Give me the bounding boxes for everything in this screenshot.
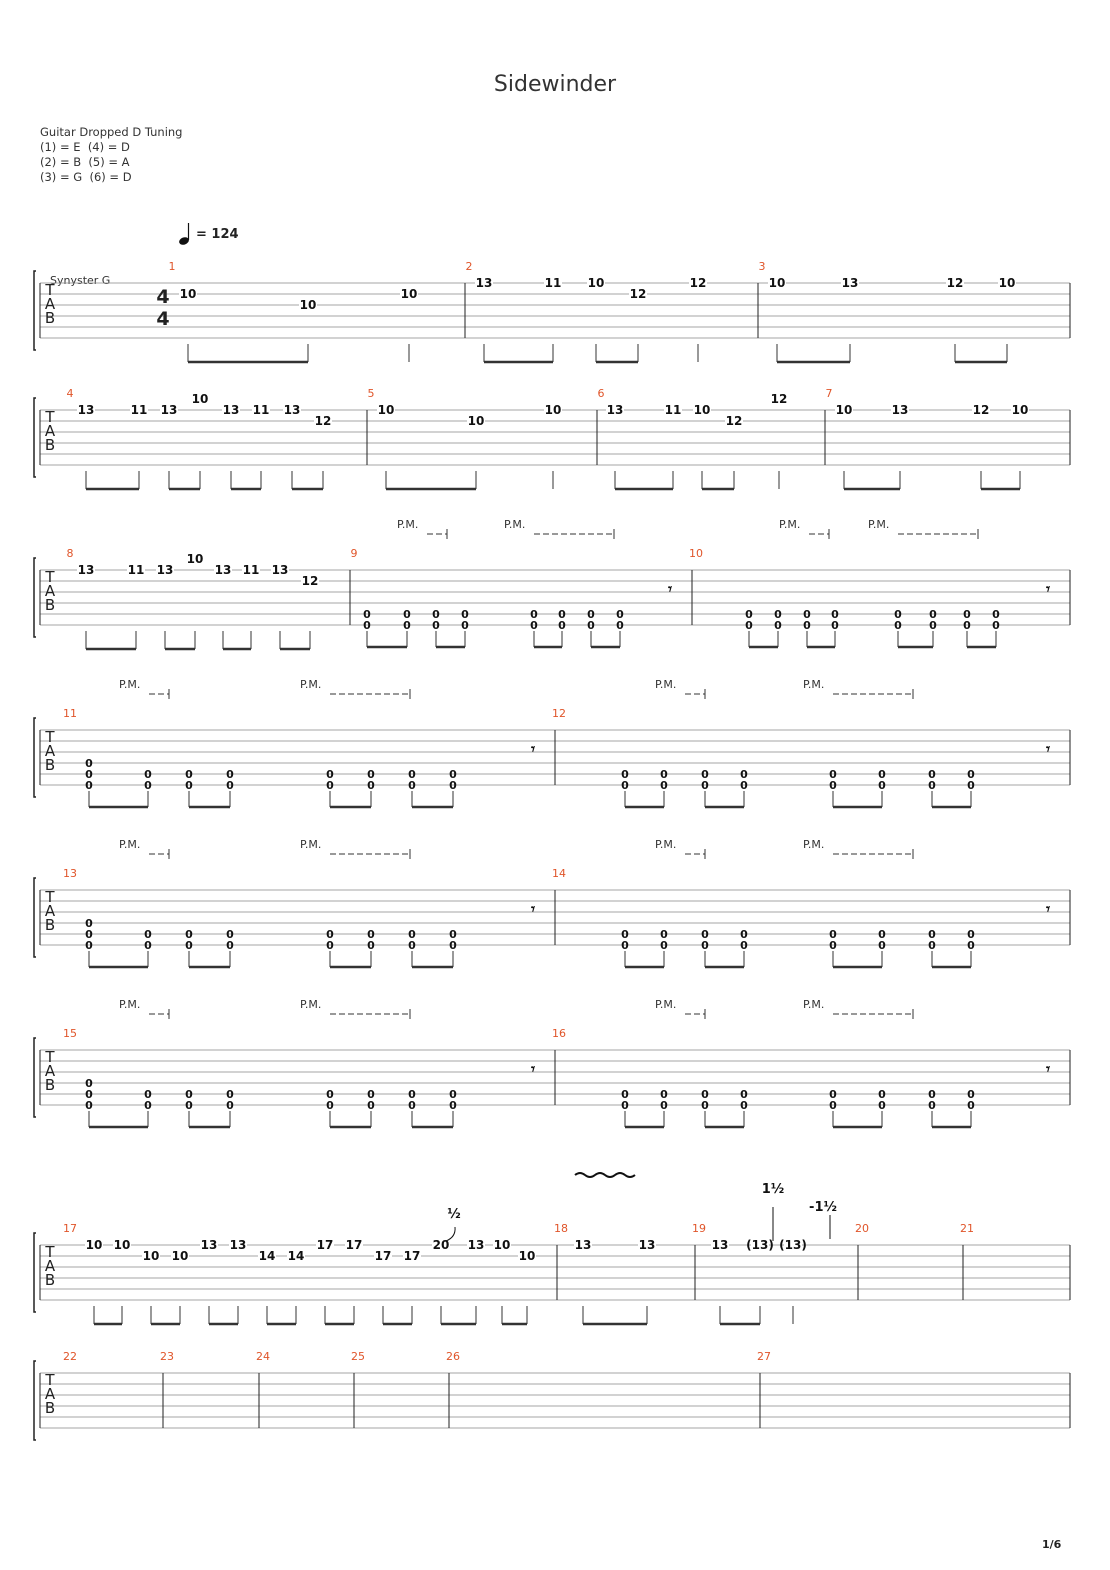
fret-number: 0 bbox=[144, 1088, 152, 1101]
fret-number: 0 bbox=[363, 619, 371, 632]
fret-number: 0 bbox=[928, 779, 936, 792]
fret-number: 0 bbox=[408, 779, 416, 792]
fret-number: 0 bbox=[701, 768, 709, 781]
fret-number: 0 bbox=[408, 928, 416, 941]
fret-number: 0 bbox=[894, 619, 902, 632]
fret-number: 10 bbox=[467, 414, 485, 428]
fret-number: 0 bbox=[616, 619, 624, 632]
fret-number: 0 bbox=[449, 779, 457, 792]
fret-number: 0 bbox=[449, 768, 457, 781]
fret-number: 17 bbox=[374, 1249, 392, 1263]
system-bracket bbox=[34, 1038, 36, 1117]
fret-number: 12 bbox=[725, 414, 743, 428]
fret-number: 12 bbox=[301, 574, 319, 588]
fret-number: 0 bbox=[701, 928, 709, 941]
fret-number: 0 bbox=[660, 1088, 668, 1101]
fret-number: 0 bbox=[461, 608, 469, 621]
fret-number: 0 bbox=[660, 1099, 668, 1112]
measure-number: 1 bbox=[168, 260, 176, 273]
tab-clef-letter: B bbox=[44, 436, 56, 454]
tuning-line: (2) = B (5) = A bbox=[40, 155, 130, 169]
fret-number: 0 bbox=[894, 608, 902, 621]
tab-clef-letter: A bbox=[44, 1385, 56, 1403]
tab-clef-letter: A bbox=[44, 742, 56, 760]
tab-clef-letter: B bbox=[44, 916, 56, 934]
measure-number: 18 bbox=[554, 1222, 568, 1235]
system-bracket bbox=[34, 718, 36, 797]
fret-number: 0 bbox=[928, 928, 936, 941]
fret-number: 0 bbox=[831, 608, 839, 621]
system-bracket bbox=[34, 878, 36, 957]
fret-number: 0 bbox=[408, 768, 416, 781]
fret-number: 0 bbox=[660, 928, 668, 941]
measure-number: 7 bbox=[825, 387, 833, 400]
fret-number: 0 bbox=[621, 779, 629, 792]
fret-number: 17 bbox=[403, 1249, 421, 1263]
fret-number: 0 bbox=[144, 768, 152, 781]
tab-clef-letter: B bbox=[44, 756, 56, 774]
fret-number: 0 bbox=[363, 608, 371, 621]
fret-number: 13 bbox=[574, 1238, 592, 1252]
fret-number: 10 bbox=[693, 403, 711, 417]
fret-number: 10 bbox=[377, 403, 395, 417]
fret-number: 10 bbox=[400, 287, 418, 301]
fret-number: 0 bbox=[367, 1099, 375, 1112]
fret-number: 0 bbox=[408, 1099, 416, 1112]
eighth-rest: 𝄾 bbox=[1046, 900, 1050, 918]
fret-number: 0 bbox=[432, 608, 440, 621]
fret-number: 0 bbox=[530, 608, 538, 621]
fret-number: 0 bbox=[461, 619, 469, 632]
fret-number: 0 bbox=[226, 768, 234, 781]
tuning-line: (3) = G (6) = D bbox=[40, 170, 132, 184]
fret-number: 0 bbox=[928, 939, 936, 952]
fret-number: 0 bbox=[144, 939, 152, 952]
fret-number: 13 bbox=[271, 563, 289, 577]
fret-number: 12 bbox=[972, 403, 990, 417]
fret-number: 0 bbox=[621, 768, 629, 781]
tab-clef-letter: A bbox=[44, 295, 56, 313]
fret-number: 0 bbox=[326, 1088, 334, 1101]
fret-number: 11 bbox=[127, 563, 145, 577]
fret-number: 12 bbox=[629, 287, 647, 301]
fret-number: 0 bbox=[530, 619, 538, 632]
fret-number: 0 bbox=[367, 928, 375, 941]
fret-number: 0 bbox=[226, 928, 234, 941]
measure-number: 2 bbox=[465, 260, 473, 273]
fret-number: 0 bbox=[878, 779, 886, 792]
system-bracket bbox=[34, 558, 36, 637]
time-signature-bottom: 4 bbox=[156, 308, 170, 330]
bend-label: -1½ bbox=[809, 1200, 837, 1215]
measure-number: 27 bbox=[757, 1350, 771, 1363]
tab-clef-letter: T bbox=[45, 888, 55, 906]
palm-mute-label: P.M. bbox=[655, 998, 677, 1011]
song-title: Sidewinder bbox=[493, 72, 617, 97]
fret-number: 0 bbox=[558, 608, 566, 621]
fret-number: 0 bbox=[85, 1088, 93, 1101]
palm-mute-label: P.M. bbox=[803, 678, 825, 691]
measure-number: 13 bbox=[63, 867, 77, 880]
palm-mute-label: P.M. bbox=[655, 678, 677, 691]
fret-number: 13 bbox=[891, 403, 909, 417]
fret-number: 13 bbox=[841, 276, 859, 290]
fret-number: 13 bbox=[283, 403, 301, 417]
fret-number: 0 bbox=[829, 928, 837, 941]
fret-number: 0 bbox=[621, 1099, 629, 1112]
fret-number: 0 bbox=[226, 1099, 234, 1112]
tuning-header: Guitar Dropped D Tuning bbox=[40, 125, 183, 139]
fret-number: 17 bbox=[345, 1238, 363, 1252]
fret-number: 0 bbox=[226, 779, 234, 792]
fret-number: 0 bbox=[829, 779, 837, 792]
fret-number: 0 bbox=[929, 608, 937, 621]
eighth-rest: 𝄾 bbox=[531, 740, 535, 758]
fret-number: 0 bbox=[558, 619, 566, 632]
fret-number: 0 bbox=[829, 1099, 837, 1112]
tab-clef-letter: B bbox=[44, 1399, 56, 1417]
fret-number: 10 bbox=[518, 1249, 536, 1263]
measure-number: 3 bbox=[758, 260, 766, 273]
fret-number: 0 bbox=[878, 928, 886, 941]
fret-number: 20 bbox=[432, 1238, 450, 1252]
tab-clef-letter: B bbox=[44, 309, 56, 327]
measure-number: 12 bbox=[552, 707, 566, 720]
fret-number: 0 bbox=[621, 928, 629, 941]
fret-number: 11 bbox=[252, 403, 270, 417]
time-signature-top: 4 bbox=[156, 286, 170, 308]
system-bracket bbox=[34, 271, 36, 350]
fret-number: (13) bbox=[779, 1238, 807, 1252]
fret-number: 12 bbox=[314, 414, 332, 428]
fret-number: 0 bbox=[85, 779, 93, 792]
fret-number: 0 bbox=[967, 928, 975, 941]
tuning-line: (1) = E (4) = D bbox=[40, 140, 130, 154]
fret-number: 0 bbox=[185, 1088, 193, 1101]
fret-number: 11 bbox=[664, 403, 682, 417]
palm-mute-label: P.M. bbox=[868, 518, 890, 531]
palm-mute-label: P.M. bbox=[300, 678, 322, 691]
fret-number: 0 bbox=[403, 608, 411, 621]
fret-number: 0 bbox=[85, 917, 93, 930]
measure-number: 17 bbox=[63, 1222, 77, 1235]
fret-number: 0 bbox=[740, 939, 748, 952]
tab-clef-letter: B bbox=[44, 596, 56, 614]
system-bracket bbox=[34, 1233, 36, 1312]
measure-number: 6 bbox=[597, 387, 605, 400]
tab-clef-letter: A bbox=[44, 1062, 56, 1080]
vibrato-mark bbox=[575, 1173, 635, 1177]
fret-number: 10 bbox=[85, 1238, 103, 1252]
palm-mute-label: P.M. bbox=[300, 838, 322, 851]
fret-number: 0 bbox=[144, 1099, 152, 1112]
fret-number: 0 bbox=[701, 779, 709, 792]
fret-number: 10 bbox=[142, 1249, 160, 1263]
measure-number: 15 bbox=[63, 1027, 77, 1040]
fret-number: 12 bbox=[689, 276, 707, 290]
fret-number: 0 bbox=[963, 608, 971, 621]
fret-number: 0 bbox=[144, 928, 152, 941]
fret-number: 13 bbox=[200, 1238, 218, 1252]
fret-number: 0 bbox=[185, 939, 193, 952]
eighth-rest: 𝄾 bbox=[531, 900, 535, 918]
player-name: Synyster G bbox=[50, 274, 111, 287]
eighth-rest: 𝄾 bbox=[668, 580, 672, 598]
fret-number: 10 bbox=[1011, 403, 1029, 417]
fret-number: 0 bbox=[878, 1099, 886, 1112]
fret-number: 0 bbox=[829, 939, 837, 952]
fret-number: 0 bbox=[616, 608, 624, 621]
palm-mute-label: P.M. bbox=[300, 998, 322, 1011]
palm-mute-label: P.M. bbox=[779, 518, 801, 531]
fret-number: 0 bbox=[660, 768, 668, 781]
tab-clef-letter: T bbox=[45, 1371, 55, 1389]
fret-number: 0 bbox=[878, 1088, 886, 1101]
fret-number: 0 bbox=[408, 1088, 416, 1101]
eighth-rest: 𝄾 bbox=[1046, 740, 1050, 758]
fret-number: 11 bbox=[544, 276, 562, 290]
fret-number: 0 bbox=[967, 1099, 975, 1112]
fret-number: 0 bbox=[367, 939, 375, 952]
fret-number: 14 bbox=[258, 1249, 276, 1263]
fret-number: 10 bbox=[186, 552, 204, 566]
fret-number: (13) bbox=[746, 1238, 774, 1252]
fret-number: 13 bbox=[467, 1238, 485, 1252]
fret-number: 0 bbox=[367, 768, 375, 781]
measure-number: 23 bbox=[160, 1350, 174, 1363]
tab-clef-letter: A bbox=[44, 582, 56, 600]
fret-number: 0 bbox=[367, 1088, 375, 1101]
fret-number: 10 bbox=[768, 276, 786, 290]
fret-number: 0 bbox=[745, 619, 753, 632]
fret-number: 0 bbox=[740, 928, 748, 941]
measure-number: 10 bbox=[689, 547, 703, 560]
fret-number: 10 bbox=[544, 403, 562, 417]
palm-mute-label: P.M. bbox=[119, 838, 141, 851]
fret-number: 0 bbox=[829, 768, 837, 781]
fret-number: 0 bbox=[85, 757, 93, 770]
palm-mute-label: P.M. bbox=[119, 998, 141, 1011]
fret-number: 13 bbox=[638, 1238, 656, 1252]
fret-number: 0 bbox=[928, 1099, 936, 1112]
fret-number: 0 bbox=[740, 1088, 748, 1101]
fret-number: 0 bbox=[967, 1088, 975, 1101]
measure-number: 20 bbox=[855, 1222, 869, 1235]
fret-number: 11 bbox=[242, 563, 260, 577]
system-bracket bbox=[34, 1361, 36, 1440]
fret-number: 0 bbox=[774, 619, 782, 632]
fret-number: 0 bbox=[740, 768, 748, 781]
eighth-rest: 𝄾 bbox=[1046, 1060, 1050, 1078]
fret-number: 0 bbox=[85, 1099, 93, 1112]
fret-number: 0 bbox=[449, 928, 457, 941]
fret-number: 0 bbox=[326, 779, 334, 792]
palm-mute-label: P.M. bbox=[803, 998, 825, 1011]
tab-clef-letter: B bbox=[44, 1271, 56, 1289]
fret-number: 0 bbox=[660, 939, 668, 952]
fret-number: 0 bbox=[967, 779, 975, 792]
fret-number: 10 bbox=[191, 392, 209, 406]
tab-clef-letter: T bbox=[45, 408, 55, 426]
fret-number: 0 bbox=[403, 619, 411, 632]
fret-number: 12 bbox=[946, 276, 964, 290]
tab-clef-letter: T bbox=[45, 1048, 55, 1066]
fret-number: 10 bbox=[998, 276, 1016, 290]
measure-number: 26 bbox=[446, 1350, 460, 1363]
fret-number: 0 bbox=[326, 1099, 334, 1112]
measure-number: 24 bbox=[256, 1350, 270, 1363]
fret-number: 0 bbox=[432, 619, 440, 632]
fret-number: 14 bbox=[287, 1249, 305, 1263]
measure-number: 22 bbox=[63, 1350, 77, 1363]
fret-number: 0 bbox=[803, 619, 811, 632]
fret-number: 0 bbox=[829, 1088, 837, 1101]
fret-number: 0 bbox=[660, 779, 668, 792]
fret-number: 10 bbox=[171, 1249, 189, 1263]
fret-number: 13 bbox=[711, 1238, 729, 1252]
fret-number: 0 bbox=[226, 1088, 234, 1101]
fret-number: 0 bbox=[803, 608, 811, 621]
fret-number: 0 bbox=[185, 779, 193, 792]
fret-number: 0 bbox=[185, 768, 193, 781]
measure-number: 9 bbox=[350, 547, 358, 560]
fret-number: 0 bbox=[740, 1099, 748, 1112]
fret-number: 0 bbox=[326, 928, 334, 941]
fret-number: 0 bbox=[992, 608, 1000, 621]
measure-number: 11 bbox=[63, 707, 77, 720]
fret-number: 0 bbox=[928, 768, 936, 781]
fret-number: 0 bbox=[701, 939, 709, 952]
palm-mute-label: P.M. bbox=[803, 838, 825, 851]
fret-number: 0 bbox=[745, 608, 753, 621]
fret-number: 13 bbox=[229, 1238, 247, 1252]
fret-number: 13 bbox=[214, 563, 232, 577]
measure-number: 4 bbox=[66, 387, 74, 400]
fret-number: 13 bbox=[222, 403, 240, 417]
fret-number: 10 bbox=[587, 276, 605, 290]
fret-number: 17 bbox=[316, 1238, 334, 1252]
fret-number: 13 bbox=[77, 403, 95, 417]
fret-number: 0 bbox=[878, 768, 886, 781]
fret-number: 12 bbox=[770, 392, 788, 406]
tempo-value: = 124 bbox=[196, 226, 239, 242]
fret-number: 0 bbox=[963, 619, 971, 632]
palm-mute-label: P.M. bbox=[119, 678, 141, 691]
measure-number: 8 bbox=[66, 547, 74, 560]
tab-clef-letter: B bbox=[44, 1076, 56, 1094]
measure-number: 19 bbox=[692, 1222, 706, 1235]
bend-label: ½ bbox=[447, 1207, 461, 1222]
fret-number: 0 bbox=[408, 939, 416, 952]
fret-number: 0 bbox=[449, 1099, 457, 1112]
fret-number: 10 bbox=[835, 403, 853, 417]
page-number: 1/6 bbox=[1042, 1538, 1062, 1551]
tab-clef-letter: T bbox=[45, 281, 55, 299]
tab-clef-letter: A bbox=[44, 1257, 56, 1275]
tab-clef-letter: T bbox=[45, 1243, 55, 1261]
fret-number: 10 bbox=[113, 1238, 131, 1252]
tab-clef-letter: T bbox=[45, 568, 55, 586]
fret-number: 0 bbox=[85, 1077, 93, 1090]
tab-clef-letter: T bbox=[45, 728, 55, 746]
fret-number: 10 bbox=[493, 1238, 511, 1252]
eighth-rest: 𝄾 bbox=[1046, 580, 1050, 598]
measure-number: 16 bbox=[552, 1027, 566, 1040]
fret-number: 0 bbox=[621, 939, 629, 952]
fret-number: 0 bbox=[701, 1099, 709, 1112]
fret-number: 0 bbox=[85, 928, 93, 941]
tab-clef-letter: A bbox=[44, 422, 56, 440]
fret-number: 0 bbox=[367, 779, 375, 792]
fret-number: 13 bbox=[77, 563, 95, 577]
fret-number: 0 bbox=[740, 779, 748, 792]
fret-number: 0 bbox=[226, 939, 234, 952]
fret-number: 13 bbox=[606, 403, 624, 417]
fret-number: 0 bbox=[929, 619, 937, 632]
system-bracket bbox=[34, 398, 36, 477]
measure-number: 25 bbox=[351, 1350, 365, 1363]
fret-number: 0 bbox=[928, 1088, 936, 1101]
fret-number: 0 bbox=[185, 928, 193, 941]
fret-number: 0 bbox=[831, 619, 839, 632]
measure-number: 14 bbox=[552, 867, 566, 880]
measure-number: 5 bbox=[367, 387, 375, 400]
tab-clef-letter: A bbox=[44, 902, 56, 920]
fret-number: 0 bbox=[587, 619, 595, 632]
fret-number: 0 bbox=[185, 1099, 193, 1112]
fret-number: 13 bbox=[160, 403, 178, 417]
fret-number: 13 bbox=[156, 563, 174, 577]
fret-number: 0 bbox=[449, 1088, 457, 1101]
fret-number: 0 bbox=[85, 939, 93, 952]
fret-number: 10 bbox=[299, 298, 317, 312]
fret-number: 0 bbox=[701, 1088, 709, 1101]
fret-number: 13 bbox=[475, 276, 493, 290]
palm-mute-label: P.M. bbox=[397, 518, 419, 531]
fret-number: 0 bbox=[587, 608, 595, 621]
palm-mute-label: P.M. bbox=[504, 518, 526, 531]
fret-number: 0 bbox=[326, 939, 334, 952]
bend-label: 1½ bbox=[761, 1182, 785, 1197]
fret-number: 0 bbox=[992, 619, 1000, 632]
fret-number: 0 bbox=[967, 939, 975, 952]
fret-number: 0 bbox=[967, 768, 975, 781]
fret-number: 11 bbox=[130, 403, 148, 417]
fret-number: 0 bbox=[621, 1088, 629, 1101]
fret-number: 10 bbox=[179, 287, 197, 301]
fret-number: 0 bbox=[326, 768, 334, 781]
measure-number: 21 bbox=[960, 1222, 974, 1235]
fret-number: 0 bbox=[774, 608, 782, 621]
eighth-rest: 𝄾 bbox=[531, 1060, 535, 1078]
fret-number: 0 bbox=[449, 939, 457, 952]
fret-number: 0 bbox=[878, 939, 886, 952]
fret-number: 0 bbox=[144, 779, 152, 792]
fret-number: 0 bbox=[85, 768, 93, 781]
palm-mute-label: P.M. bbox=[655, 838, 677, 851]
